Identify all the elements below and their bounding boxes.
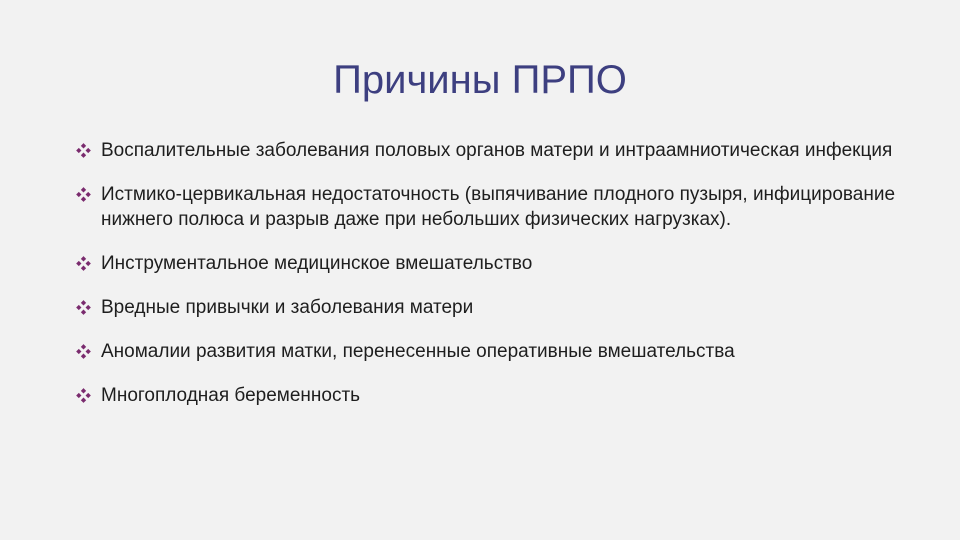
- bullet-text: Истмико-цервикальная недостаточность (выпячивание плодного пузыря, инфицирование нижнего полюса и разрыв даже при небольших физических нагрузках).: [101, 184, 896, 230]
- list-item: [76, 251, 936, 276]
- list-item: [76, 138, 936, 163]
- list-item: [76, 295, 936, 320]
- bullet-text: Воспалительные заболевания половых органов матери и интраамниотическая инфекция: [101, 140, 893, 161]
- list-item: [76, 339, 936, 364]
- bullet-text: Многоплодная беременность: [101, 385, 361, 406]
- diamond-quad-icon: [76, 300, 91, 315]
- bullet-text: Вредные привычки и заболевания матери: [101, 297, 474, 318]
- bullet-list: [76, 138, 936, 427]
- diamond-quad-icon: [76, 143, 91, 158]
- diamond-quad-icon: [76, 388, 91, 403]
- bullet-text: Аномалии развития матки, перенесенные оперативные вмешательства: [101, 341, 735, 362]
- diamond-quad-icon: [76, 344, 91, 359]
- list-item: [76, 383, 936, 408]
- diamond-quad-icon: [76, 187, 91, 202]
- bullet-text: Инструментальное медицинское вмешательство: [101, 253, 533, 274]
- diamond-quad-icon: [76, 256, 91, 271]
- slide-title: Причины ПРПО: [333, 58, 627, 102]
- list-item: [76, 182, 936, 232]
